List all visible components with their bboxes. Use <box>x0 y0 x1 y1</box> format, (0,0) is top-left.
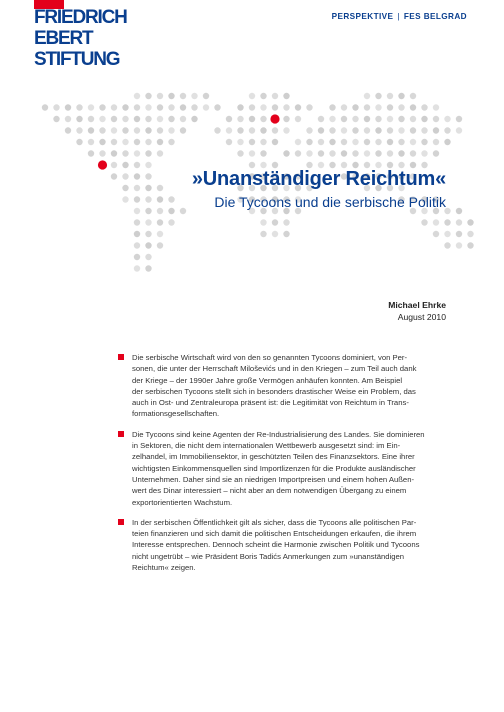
map-dot <box>180 93 186 99</box>
map-dot <box>467 231 473 237</box>
map-dot <box>421 104 427 110</box>
map-dot <box>157 139 163 145</box>
map-dot <box>134 116 140 122</box>
map-dot <box>180 104 186 110</box>
map-dot <box>306 104 312 110</box>
map-dot <box>145 254 151 260</box>
series-separator: | <box>397 12 400 21</box>
map-dot <box>352 139 358 145</box>
map-dot <box>226 116 232 122</box>
map-dot <box>122 116 128 122</box>
map-dot <box>398 139 404 145</box>
map-dot <box>111 173 117 179</box>
map-dot <box>122 139 128 145</box>
map-dot <box>249 127 255 133</box>
map-dot <box>145 162 151 168</box>
map-dot <box>237 104 243 110</box>
map-dot <box>42 104 48 110</box>
map-dot <box>421 219 427 225</box>
map-dot <box>329 127 335 133</box>
summary-item <box>132 352 450 420</box>
map-dot <box>444 219 450 225</box>
summary-item <box>132 517 450 573</box>
map-dot <box>375 139 381 145</box>
map-dot <box>421 116 427 122</box>
map-dot <box>214 104 220 110</box>
map-dot <box>375 93 381 99</box>
map-dot <box>76 139 82 145</box>
map-dot <box>260 104 266 110</box>
map-highlight-dot <box>98 160 107 169</box>
map-dot <box>375 116 381 122</box>
map-dot <box>364 104 370 110</box>
logo-line-3: STIFTUNG <box>34 49 120 70</box>
map-dot <box>467 219 473 225</box>
map-dot <box>237 150 243 156</box>
map-dot <box>260 219 266 225</box>
map-dot <box>88 139 94 145</box>
map-dot <box>410 116 416 122</box>
map-dot <box>375 150 381 156</box>
map-dot <box>375 127 381 133</box>
office-label: FES BELGRAD <box>403 12 467 21</box>
map-dot <box>260 150 266 156</box>
map-dot <box>134 127 140 133</box>
map-dot <box>134 231 140 237</box>
map-dot <box>111 162 117 168</box>
map-dot <box>157 185 163 191</box>
map-dot <box>352 127 358 133</box>
summary-text: In der serbischen Öffentlichkeit gilt als sicher, dass die Tycoons alle politischen Par- teien finanzieren und sich damit die politischen Entscheidungen erkaufen, die ihrem Interesse entsprechen. Dennoch scheint die Harmonie zwischen Politik und Tycoons nicht ungetrübt – wie Präsident Boris Tadićs Anmerkungen zum »unanständigen Reichtum« zeigen. <box>132 517 420 573</box>
map-dot <box>203 104 209 110</box>
logo-line-1: FRIEDRICH <box>34 7 127 28</box>
map-dot <box>168 219 174 225</box>
map-dot <box>157 127 163 133</box>
map-dot <box>76 127 82 133</box>
map-dot <box>145 93 151 99</box>
map-dot <box>134 196 140 202</box>
map-dot <box>157 150 163 156</box>
map-dot <box>456 127 462 133</box>
map-dot <box>214 127 220 133</box>
map-dot <box>260 127 266 133</box>
map-dot <box>421 127 427 133</box>
map-dot <box>99 127 105 133</box>
map-dot <box>134 104 140 110</box>
logo-line-2: EBERT <box>34 28 93 49</box>
map-dot <box>306 127 312 133</box>
map-dot <box>272 139 278 145</box>
map-dot <box>134 173 140 179</box>
map-dot <box>157 242 163 248</box>
map-dot <box>122 162 128 168</box>
map-dot <box>456 242 462 248</box>
map-dot <box>249 139 255 145</box>
map-dot <box>352 104 358 110</box>
page-title: »Unanständiger Reichtum« <box>191 168 446 190</box>
map-dot <box>283 150 289 156</box>
map-dot <box>111 127 117 133</box>
summary-text: Die Tycoons sind keine Agenten der Re-Industrialisierung des Landes. Sie dominieren in Sektoren, die nicht dem internationalen Wettbewerb ausgesetzt sind: im Ein- zelhandel, im Immobiliensektor, in geschützten Teilen des Finanzsektors. Eine ihrer wichtigsten Einkommensquellen sind Importlizenzen für die Produkte ausländischer Unternehmen. Daher sind sie an niedrigen Importpreisen und einem hohen Außen- wert des Dinar interessiert – nicht aber an dem notwendigen Übergang zu einem exportorientierten Wachstum. <box>132 429 425 507</box>
map-dot <box>168 196 174 202</box>
map-dot <box>157 219 163 225</box>
map-dot <box>145 127 151 133</box>
map-dot <box>65 116 71 122</box>
map-dot <box>99 116 105 122</box>
map-dot <box>157 104 163 110</box>
map-dot <box>237 139 243 145</box>
map-dot <box>306 139 312 145</box>
page-subtitle: Die Tycoons und die serbische Politik <box>214 194 446 210</box>
map-dot <box>433 139 439 145</box>
map-dot <box>398 150 404 156</box>
map-dot <box>237 116 243 122</box>
map-dot <box>145 139 151 145</box>
map-dot <box>88 116 94 122</box>
map-dot <box>145 242 151 248</box>
bullet-square-icon <box>118 354 124 360</box>
map-dot <box>272 127 278 133</box>
map-dot <box>329 104 335 110</box>
map-dot <box>283 116 289 122</box>
publication-date: August 2010 <box>397 312 446 322</box>
map-dot <box>168 127 174 133</box>
map-dot <box>433 231 439 237</box>
map-dot <box>122 196 128 202</box>
map-dot <box>99 139 105 145</box>
map-dot <box>387 150 393 156</box>
map-dot <box>134 242 140 248</box>
map-dot <box>467 242 473 248</box>
map-dot <box>145 231 151 237</box>
map-dot <box>180 127 186 133</box>
map-dot <box>444 231 450 237</box>
map-dot <box>329 150 335 156</box>
map-dot <box>375 104 381 110</box>
map-dot <box>88 127 94 133</box>
fes-logo <box>34 0 146 78</box>
map-dot <box>65 104 71 110</box>
map-dot <box>53 104 59 110</box>
map-dot <box>433 219 439 225</box>
bullet-square-icon <box>118 431 124 437</box>
map-dot <box>341 116 347 122</box>
map-dot <box>318 116 324 122</box>
map-highlight-dot <box>270 114 279 123</box>
map-dot <box>53 116 59 122</box>
map-dot <box>295 150 301 156</box>
map-dot <box>283 104 289 110</box>
map-dot <box>145 173 151 179</box>
map-dot <box>341 150 347 156</box>
map-dot <box>237 127 243 133</box>
map-dot <box>111 139 117 145</box>
map-dot <box>134 139 140 145</box>
map-dot <box>145 196 151 202</box>
map-dot <box>456 231 462 237</box>
map-dot <box>191 104 197 110</box>
map-dot <box>433 127 439 133</box>
map-dot <box>134 185 140 191</box>
map-dot <box>410 127 416 133</box>
map-dot <box>410 104 416 110</box>
map-dot <box>249 93 255 99</box>
map-dot <box>111 116 117 122</box>
map-dot <box>306 150 312 156</box>
map-dot <box>398 93 404 99</box>
map-dot <box>99 150 105 156</box>
map-dot <box>260 116 266 122</box>
map-dot <box>134 265 140 271</box>
series-label: PERSPEKTIVE <box>331 12 394 21</box>
map-dot <box>387 104 393 110</box>
map-dot <box>364 150 370 156</box>
map-dot <box>76 116 82 122</box>
map-dot <box>318 127 324 133</box>
map-dot <box>421 139 427 145</box>
map-dot <box>295 104 301 110</box>
summary-text: Die serbische Wirtschaft wird von den so genannten Tycoons dominiert, von Per- sonen, die unter der Herrschaft Miloševićs und in den Kriegen – zum Teil auch dank der Kriege – der 1990er Jahre große Vermögen anhäufen konnten. Am Beispiel der serbischen Tycoons stellt sich in besonders drastischer Weise ein Problem, das auch in Ost- und Zentraleuropa präsent ist: die Legitimität von Reichtum in Trans- formationsgesellschaften. <box>132 353 417 419</box>
map-dot <box>168 93 174 99</box>
map-dot <box>145 208 151 214</box>
map-dot <box>134 162 140 168</box>
map-dot <box>168 104 174 110</box>
map-dot <box>88 104 94 110</box>
map-dot <box>272 231 278 237</box>
map-dot <box>283 127 289 133</box>
map-dot <box>329 116 335 122</box>
map-dot <box>295 139 301 145</box>
map-dot <box>134 150 140 156</box>
map-dot <box>157 196 163 202</box>
map-dot <box>168 116 174 122</box>
map-dot <box>111 150 117 156</box>
map-dot <box>387 116 393 122</box>
map-dot <box>318 150 324 156</box>
map-dot <box>249 104 255 110</box>
map-dot <box>145 219 151 225</box>
map-dot <box>203 93 209 99</box>
map-dot <box>145 150 151 156</box>
map-dot <box>433 104 439 110</box>
map-dot <box>364 139 370 145</box>
map-dot <box>260 139 266 145</box>
map-dot <box>168 208 174 214</box>
map-dot <box>341 127 347 133</box>
map-dot <box>398 127 404 133</box>
map-dot <box>249 150 255 156</box>
map-dot <box>65 127 71 133</box>
map-dot <box>433 150 439 156</box>
map-dot <box>341 104 347 110</box>
map-dot <box>272 93 278 99</box>
map-dot <box>364 116 370 122</box>
map-dot <box>122 185 128 191</box>
map-dot <box>157 208 163 214</box>
map-dot <box>88 150 94 156</box>
map-dot <box>157 231 163 237</box>
map-dot <box>444 127 450 133</box>
map-dot <box>421 150 427 156</box>
map-dot <box>352 150 358 156</box>
map-dot <box>410 93 416 99</box>
map-dot <box>76 104 82 110</box>
map-dot <box>145 185 151 191</box>
series-header <box>332 12 467 21</box>
map-dot <box>398 116 404 122</box>
summary-item <box>132 429 450 508</box>
map-dot <box>134 208 140 214</box>
map-dot <box>318 139 324 145</box>
map-dot <box>295 116 301 122</box>
map-dot <box>191 93 197 99</box>
map-dot <box>122 173 128 179</box>
map-dot <box>145 104 151 110</box>
map-dot <box>122 127 128 133</box>
map-dot <box>272 104 278 110</box>
map-dot <box>398 104 404 110</box>
map-dot <box>249 116 255 122</box>
author-name: Michael Ehrke <box>388 300 446 310</box>
map-dot <box>191 116 197 122</box>
map-dot <box>260 231 266 237</box>
map-dot <box>99 104 105 110</box>
map-dot <box>456 208 462 214</box>
map-dot <box>145 265 151 271</box>
map-dot <box>387 127 393 133</box>
summary-list <box>132 352 450 582</box>
map-dot <box>272 219 278 225</box>
map-dot <box>456 116 462 122</box>
map-dot <box>410 139 416 145</box>
map-dot <box>456 219 462 225</box>
map-dot <box>341 139 347 145</box>
map-dot <box>433 116 439 122</box>
map-dot <box>134 219 140 225</box>
map-dot <box>260 93 266 99</box>
map-dot <box>283 219 289 225</box>
map-dot <box>180 208 186 214</box>
map-dot <box>157 93 163 99</box>
map-dot <box>145 116 151 122</box>
map-dot <box>111 104 117 110</box>
map-dot <box>157 116 163 122</box>
map-dot <box>122 150 128 156</box>
map-dot <box>168 139 174 145</box>
map-dot <box>444 139 450 145</box>
map-dot <box>444 116 450 122</box>
map-dot <box>180 116 186 122</box>
map-dot <box>226 139 232 145</box>
map-dot <box>329 139 335 145</box>
map-dot <box>283 231 289 237</box>
bullet-square-icon <box>118 519 124 525</box>
map-dot <box>352 116 358 122</box>
map-dot <box>122 104 128 110</box>
map-dot <box>444 242 450 248</box>
map-dot <box>387 139 393 145</box>
map-dot <box>364 127 370 133</box>
map-dot <box>283 93 289 99</box>
map-dot <box>134 93 140 99</box>
map-dot <box>134 254 140 260</box>
map-dot <box>410 150 416 156</box>
map-dot <box>364 93 370 99</box>
map-dot <box>387 93 393 99</box>
map-dot <box>226 127 232 133</box>
